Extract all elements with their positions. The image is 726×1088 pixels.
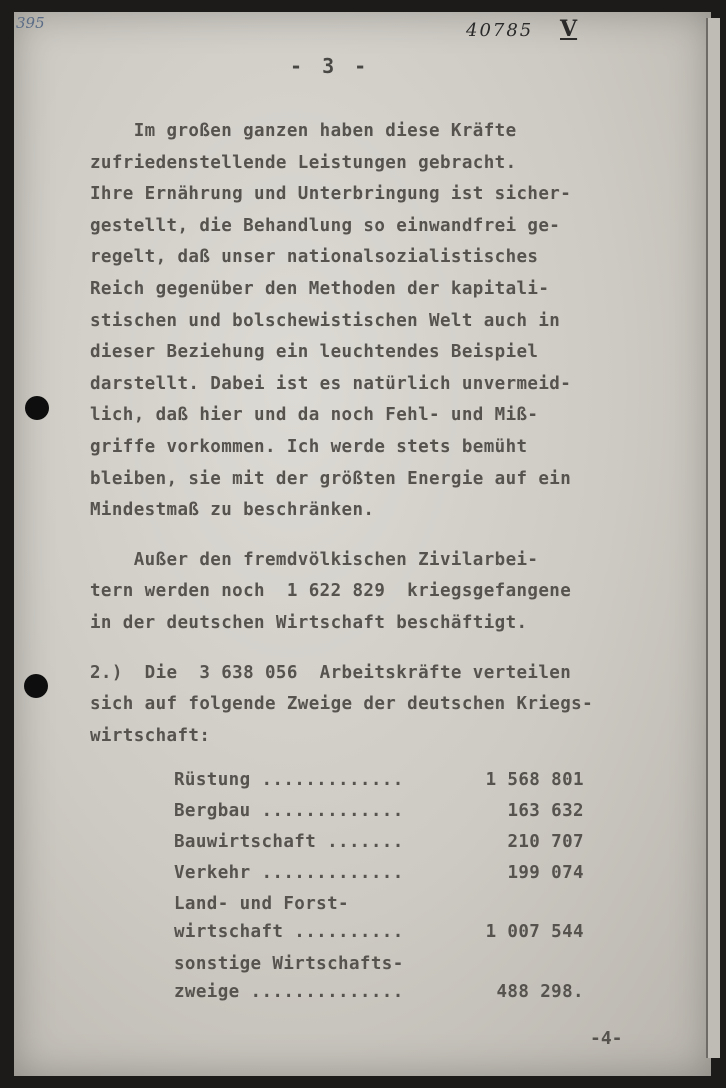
row-value: 1 007 544 bbox=[485, 922, 584, 942]
text-line: regelt, daß unser nationalsozialistisches bbox=[90, 247, 539, 268]
row-label bbox=[174, 950, 404, 1006]
row-value: 163 632 bbox=[507, 801, 584, 821]
text-line: griffe vorkommen. Ich werde stets bemüht bbox=[90, 436, 528, 457]
text-line: lich, daß hier und da noch Fehl- und Miß- bbox=[90, 405, 539, 426]
row-label-line: Rüstung ............. bbox=[174, 770, 404, 790]
text-line: Mindestmaß zu beschränken. bbox=[90, 500, 375, 521]
text-line: dieser Beziehung ein leuchtendes Beispiel bbox=[90, 342, 539, 363]
row-label bbox=[174, 828, 404, 856]
table-row bbox=[174, 950, 594, 1010]
text-line: in der deutschen Wirtschaft beschäftigt. bbox=[90, 612, 528, 633]
text-line: darstellt. Dabei ist es natürlich unvermeid- bbox=[90, 373, 572, 394]
body-text bbox=[90, 116, 660, 752]
row-label-line: sonstige Wirtschafts- bbox=[174, 954, 404, 974]
continuation-marker: -4- bbox=[590, 1028, 623, 1049]
row-label-line: Bauwirtschaft ....... bbox=[174, 832, 404, 852]
row-label-line: wirtschaft .......... bbox=[174, 922, 404, 942]
row-value: 488 298. bbox=[496, 982, 584, 1002]
punch-hole-top bbox=[25, 396, 49, 420]
row-label-line: Bergbau ............. bbox=[174, 801, 404, 821]
row-label-line: Land- und Forst- bbox=[174, 894, 349, 914]
text-line: tern werden noch 1 622 829 kriegsgefangene bbox=[90, 581, 572, 602]
text-line: stischen und bolschewistischen Welt auch in bbox=[90, 310, 561, 331]
row-label bbox=[174, 859, 404, 887]
row-label bbox=[174, 890, 404, 946]
text-line: zufriedenstellende Leistungen gebracht. bbox=[90, 152, 517, 173]
row-label-line: Verkehr ............. bbox=[174, 863, 404, 883]
paragraph-gap bbox=[90, 640, 660, 658]
row-value: 199 074 bbox=[507, 863, 584, 883]
punch-hole-bottom bbox=[24, 674, 48, 698]
row-value: 1 568 801 bbox=[485, 770, 584, 790]
reference-number: 40785 bbox=[466, 20, 534, 41]
text-line: Ihre Ernährung und Unterbringung ist sicher- bbox=[90, 184, 572, 205]
table-row bbox=[174, 797, 594, 828]
page-edge-strip bbox=[706, 18, 720, 1058]
distribution-table bbox=[174, 766, 594, 1010]
text-line: 2.) Die 3 638 056 Arbeitskräfte verteilen bbox=[90, 662, 572, 683]
row-label bbox=[174, 766, 404, 794]
text-line: Reich gegenüber den Methoden der kapitali- bbox=[90, 278, 550, 299]
paragraph-gap bbox=[90, 527, 660, 545]
text-line: gestellt, die Behandlung so einwandfrei ge- bbox=[90, 215, 561, 236]
text-line: wirtschaft: bbox=[90, 725, 211, 746]
reference-roman: V bbox=[560, 16, 578, 42]
text-line: bleiben, sie mit der größten Energie auf ein bbox=[90, 468, 572, 489]
text-line: Außer den fremdvölkischen Zivilarbei- bbox=[90, 549, 539, 570]
table-row bbox=[174, 890, 594, 950]
table-row bbox=[174, 828, 594, 859]
row-label bbox=[174, 797, 404, 825]
row-value: 210 707 bbox=[507, 832, 584, 852]
corner-number: 395 bbox=[16, 14, 45, 32]
text-line: sich auf folgende Zweige der deutschen Kriegs- bbox=[90, 694, 594, 715]
row-label-line: zweige .............. bbox=[174, 982, 404, 1002]
page-number: - 3 - bbox=[290, 54, 371, 78]
table-row bbox=[174, 766, 594, 797]
text-line: Im großen ganzen haben diese Kräfte bbox=[90, 121, 517, 141]
table-row bbox=[174, 859, 594, 890]
